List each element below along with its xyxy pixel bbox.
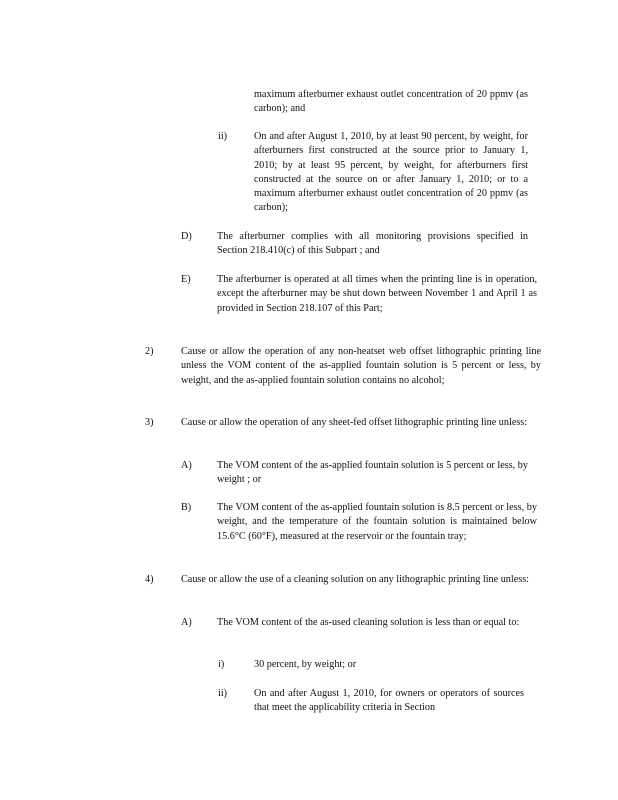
item-label: B) xyxy=(181,502,192,513)
item-label: A) xyxy=(181,460,192,471)
item-label: ii) xyxy=(218,688,228,699)
item-text: The VOM content of the as-applied fountain solution is 5 percent or less, by weight ; or xyxy=(217,460,528,486)
continuation-text: maximum afterburner exhaust outlet concentration of 20 ppmv (as carbon); and xyxy=(254,89,528,115)
item-text: Cause or allow the use of a cleaning solution on any lithographic printing line unless: xyxy=(181,574,530,585)
item-label: D) xyxy=(181,231,192,242)
item-label: ii) xyxy=(218,131,228,142)
item-text: The afterburner complies with all monitoring provisions specified in Section 218.410(c) of this Subpart ; and xyxy=(217,231,528,257)
item-label: i) xyxy=(218,659,225,670)
item-text: On and after August 1, 2010, by at least 90 percent, by weight, for afterburners first constructed at the source prior to January 1, 2010; by at least 95 percent, by weight, for afterburners first constructed at the source on or after January 1, 2010; or to a maximum afterburner exhaust outlet concentration of 20 ppmv (as carbon); xyxy=(254,131,528,214)
item-text: The afterburner is operated at all times when the printing line is in operation, except the afterburner may be shut down between November 1 and April 1 as provided in Section 218.107 of this Part; xyxy=(217,274,537,314)
item-text: On and after August 1, 2010, for owners or operators of sources that meet the applicability criteria in Section xyxy=(254,688,524,714)
item-label: A) xyxy=(181,617,192,628)
item-text: 30 percent, by weight; or xyxy=(254,659,357,670)
item-label: 3) xyxy=(145,417,154,428)
item-text: Cause or allow the operation of any non-heatset web offset lithographic printing line unless the VOM content of the as-applied fountain solution is 5 percent or less, by weight, and the as-applied fountain solution contains no alcohol; xyxy=(181,346,541,386)
item-label: 2) xyxy=(145,346,154,357)
item-text: The VOM content of the as-applied fountain solution is 8.5 percent or less, by weight, and the temperature of the fountain solution is maintained below 15.6°C (60°F), measured at the reservoir or the fountain tray; xyxy=(217,502,537,542)
item-text: The VOM content of the as-used cleaning solution is less than or equal to: xyxy=(217,617,520,628)
item-label: E) xyxy=(181,274,191,285)
item-label: 4) xyxy=(145,574,154,585)
item-text: Cause or allow the operation of any sheet-fed offset lithographic printing line unless: xyxy=(181,417,528,428)
